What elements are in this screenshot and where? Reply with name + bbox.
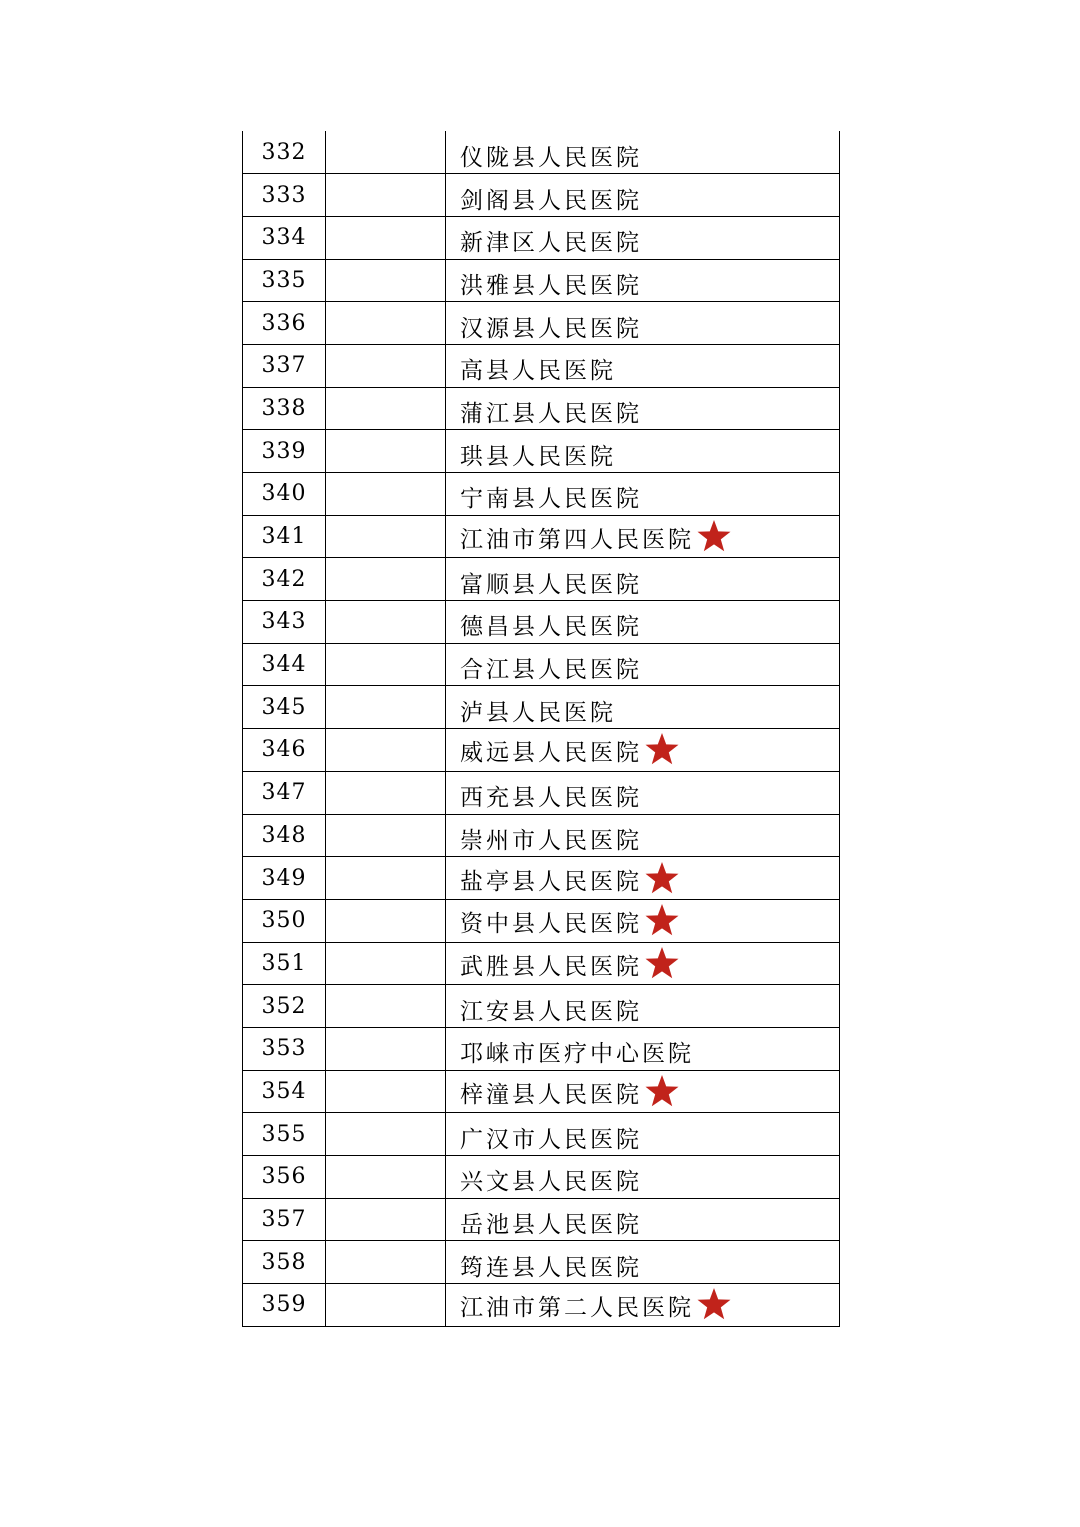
hospital-name: 富顺县人民医院: [460, 571, 642, 598]
hospital-list-table: [242, 131, 840, 1327]
hospital-name-cell: [446, 1284, 840, 1327]
table-row: [243, 344, 840, 387]
table-row: [243, 942, 840, 985]
row-number: 334: [243, 216, 326, 259]
row-number: 342: [243, 558, 326, 601]
table-row: [243, 857, 840, 900]
hospital-name: 武胜县人民医院: [460, 953, 642, 980]
hospital-name: 崇州市人民医院: [460, 827, 642, 854]
hospital-name: 泸县人民医院: [460, 699, 616, 726]
hospital-name: 汉源县人民医院: [460, 315, 642, 342]
hospital-name-cell: [446, 558, 840, 601]
hospital-name-cell: [446, 899, 840, 942]
region-cell: [326, 985, 446, 1028]
region-cell: [326, 899, 446, 942]
row-number: 343: [243, 601, 326, 644]
table-row: [243, 515, 840, 558]
row-number: 358: [243, 1241, 326, 1284]
hospital-name: 兴文县人民医院: [460, 1169, 642, 1196]
region-cell: [326, 729, 446, 772]
region-cell: [326, 473, 446, 516]
row-number: 335: [243, 259, 326, 302]
table-row: [243, 174, 840, 217]
table-row: [243, 1156, 840, 1199]
region-cell: [326, 942, 446, 985]
hospital-name-cell: [446, 601, 840, 644]
region-cell: [326, 1113, 446, 1156]
star-icon: [644, 946, 680, 980]
table-row: [243, 302, 840, 345]
region-cell: [326, 387, 446, 430]
hospital-name: 江油市第四人民医院: [460, 527, 694, 554]
table-row: [243, 216, 840, 259]
region-cell: [326, 302, 446, 345]
hospital-name: 蒲江县人民医院: [460, 400, 642, 427]
hospital-name-cell: [446, 1156, 840, 1199]
hospital-name-cell: [446, 686, 840, 729]
hospital-name-cell: [446, 942, 840, 985]
table-row: [243, 430, 840, 473]
table-row: [243, 1241, 840, 1284]
row-number: 338: [243, 387, 326, 430]
star-icon: [644, 903, 680, 937]
row-number: 354: [243, 1070, 326, 1113]
hospital-name: 江安县人民医院: [460, 998, 642, 1025]
hospital-name-cell: [446, 216, 840, 259]
row-number: 332: [243, 131, 326, 174]
star-icon: [644, 732, 680, 766]
hospital-name: 新津区人民医院: [460, 230, 642, 257]
hospital-name: 宁南县人民医院: [460, 486, 642, 513]
star-icon: [644, 1074, 680, 1108]
table-row: [243, 1070, 840, 1113]
hospital-name: 资中县人民医院: [460, 911, 642, 938]
hospital-name-cell: [446, 1070, 840, 1113]
table-row: [243, 1027, 840, 1070]
table-row: [243, 259, 840, 302]
row-number: 353: [243, 1027, 326, 1070]
row-number: 352: [243, 985, 326, 1028]
region-cell: [326, 814, 446, 857]
row-number: 333: [243, 174, 326, 217]
hospital-name-cell: [446, 302, 840, 345]
row-number: 351: [243, 942, 326, 985]
table-row: [243, 899, 840, 942]
row-number: 357: [243, 1198, 326, 1241]
region-cell: [326, 1198, 446, 1241]
hospital-name: 岳池县人民医院: [460, 1212, 642, 1239]
hospital-name: 德昌县人民医院: [460, 614, 642, 641]
region-cell: [326, 643, 446, 686]
hospital-name: 珙县人民医院: [460, 443, 616, 470]
region-cell: [326, 1070, 446, 1113]
hospital-name-cell: [446, 771, 840, 814]
region-cell: [326, 771, 446, 814]
table-row: [243, 473, 840, 516]
table-row: [243, 387, 840, 430]
row-number: 350: [243, 899, 326, 942]
region-cell: [326, 515, 446, 558]
region-cell: [326, 216, 446, 259]
region-cell: [326, 259, 446, 302]
row-number: 337: [243, 344, 326, 387]
hospital-name-cell: [446, 131, 840, 174]
table-row: [243, 985, 840, 1028]
hospital-name-cell: [446, 985, 840, 1028]
hospital-name: 高县人民医院: [460, 358, 616, 385]
hospital-name-cell: [446, 473, 840, 516]
hospital-name: 西充县人民医院: [460, 785, 642, 812]
hospital-name-cell: [446, 174, 840, 217]
star-icon: [696, 519, 732, 553]
hospital-name: 威远县人民医院: [460, 740, 642, 767]
hospital-name-cell: [446, 515, 840, 558]
table-row: [243, 558, 840, 601]
hospital-name-cell: [446, 643, 840, 686]
hospital-name-cell: [446, 814, 840, 857]
hospital-name-cell: [446, 857, 840, 900]
hospital-name-cell: [446, 729, 840, 772]
row-number: 348: [243, 814, 326, 857]
hospital-name: 仪陇县人民医院: [460, 144, 642, 171]
row-number: 341: [243, 515, 326, 558]
table-row: [243, 131, 840, 174]
table-row: [243, 771, 840, 814]
hospital-name: 洪雅县人民医院: [460, 272, 642, 299]
row-number: 355: [243, 1113, 326, 1156]
region-cell: [326, 1156, 446, 1199]
region-cell: [326, 686, 446, 729]
table-row: [243, 814, 840, 857]
hospital-name: 江油市第二人民医院: [460, 1295, 694, 1322]
hospital-name-cell: [446, 1113, 840, 1156]
table-body: [243, 131, 840, 1326]
star-icon: [644, 861, 680, 895]
table-row: [243, 686, 840, 729]
region-cell: [326, 131, 446, 174]
hospital-name-cell: [446, 259, 840, 302]
hospital-name: 剑阁县人民医院: [460, 187, 642, 214]
row-number: 339: [243, 430, 326, 473]
row-number: 349: [243, 857, 326, 900]
hospital-name-cell: [446, 430, 840, 473]
row-number: 340: [243, 473, 326, 516]
hospital-name: 盐亭县人民医院: [460, 868, 642, 895]
row-number: 344: [243, 643, 326, 686]
hospital-name-cell: [446, 1198, 840, 1241]
region-cell: [326, 601, 446, 644]
region-cell: [326, 1284, 446, 1327]
table-row: [243, 643, 840, 686]
region-cell: [326, 558, 446, 601]
region-cell: [326, 1027, 446, 1070]
hospital-name-cell: [446, 387, 840, 430]
star-icon: [696, 1287, 732, 1321]
region-cell: [326, 344, 446, 387]
table-row: [243, 1198, 840, 1241]
row-number: 336: [243, 302, 326, 345]
row-number: 359: [243, 1284, 326, 1327]
hospital-name: 筠连县人民医院: [460, 1254, 642, 1281]
row-number: 345: [243, 686, 326, 729]
hospital-name-cell: [446, 1241, 840, 1284]
hospital-name-cell: [446, 1027, 840, 1070]
table-row: [243, 601, 840, 644]
row-number: 356: [243, 1156, 326, 1199]
hospital-name: 梓潼县人民医院: [460, 1081, 642, 1108]
region-cell: [326, 1241, 446, 1284]
row-number: 347: [243, 771, 326, 814]
region-cell: [326, 857, 446, 900]
hospital-name: 广汉市人民医院: [460, 1126, 642, 1153]
table-row: [243, 729, 840, 772]
hospital-name: 邛崃市医疗中心医院: [460, 1041, 694, 1068]
region-cell: [326, 174, 446, 217]
hospital-name: 合江县人民医院: [460, 657, 642, 684]
row-number: 346: [243, 729, 326, 772]
hospital-name-cell: [446, 344, 840, 387]
region-cell: [326, 430, 446, 473]
table-row: [243, 1113, 840, 1156]
table-row: [243, 1284, 840, 1327]
